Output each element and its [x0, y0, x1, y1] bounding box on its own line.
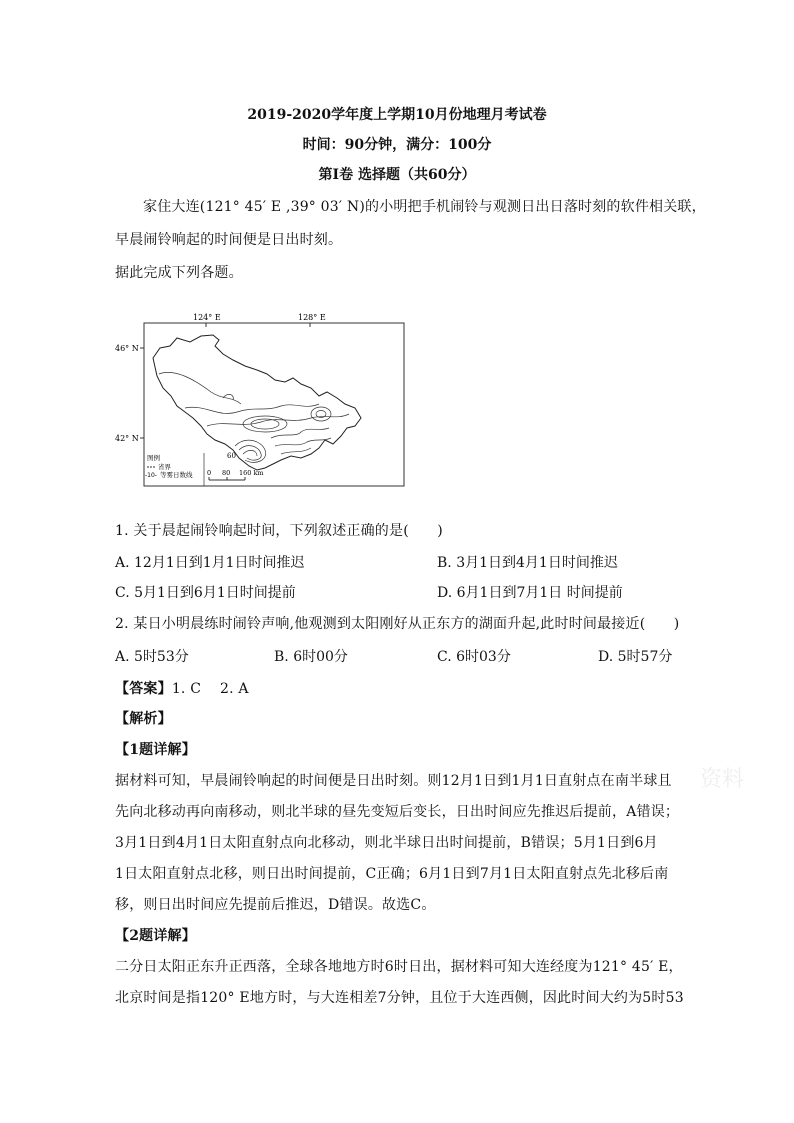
analysis-label: 【解析】: [115, 711, 172, 727]
detail-1-line-1: 据材料可知，早晨闹铃响起的时间便是日出时刻。则12月1日到1月1日直射点在南半球且: [115, 773, 672, 789]
legend-item-province: 省界: [158, 463, 171, 471]
section-title: 第Ⅰ卷 选择题（共60分）: [318, 167, 476, 183]
legend-item-fog-line: 等雾日数线: [160, 471, 193, 479]
lat-label-42: 42° N: [115, 434, 139, 443]
question-2-stem: 2. 某日小明晨练时闹铃声响,他观测到太阳刚好从正东方的湖面升起,此时时间最接近( ): [115, 616, 680, 632]
question-2-option-a[interactable]: A. 5时53分: [115, 649, 189, 665]
question-1-stem: 1. 关于晨起闹铃响起时间，下列叙述正确的是( ): [115, 523, 443, 539]
contour-value-label: 60: [227, 452, 236, 460]
question-2-option-b[interactable]: B. 6时00分: [274, 649, 348, 665]
detail-1-label: 【1题详解】: [115, 742, 196, 758]
lat-label-46: 46° N: [115, 344, 139, 353]
lon-label-124: 124° E: [193, 313, 221, 322]
detail-1-line-4: 1日太阳直射点北移，则日出时间提前，C正确；6月1日到7月1日太阳直射点先北移后南: [115, 866, 669, 882]
legend-title: 图例: [147, 454, 160, 462]
detail-1-line-3: 3月1日到4月1日太阳直射点向北移动，则北半球日出时间提前，B错误；5月1日到6月: [115, 835, 658, 851]
lon-label-128: 128° E: [298, 313, 326, 322]
detail-2-label: 【2题详解】: [115, 928, 196, 944]
question-2-option-d[interactable]: D. 5时57分: [598, 649, 673, 665]
answer-line: [115, 678, 249, 698]
scale-label-0: 0: [207, 469, 212, 477]
scale-label-160: 160 km: [239, 469, 264, 477]
scale-label-80: 80: [222, 469, 231, 477]
detail-2-line-2: 北京时间是指120° E地方时，与大连相差7分钟，且位于大连西侧，因此时间大约为5时53: [115, 990, 684, 1006]
fog-days-map: [115, 308, 415, 490]
intro-line-2: 早晨闹铃响起的时间便是日出时刻。: [115, 232, 343, 248]
detail-2-line-1: 二分日太阳正东升正西落，全球各地地方时6时日出，据材料可知大连经度为121° 45′ E，: [115, 959, 683, 975]
question-1-option-a[interactable]: A. 12月1日到1月1日时间推迟: [115, 555, 305, 571]
question-1-option-c[interactable]: C. 5月1日到6月1日时间提前: [115, 585, 296, 601]
question-2-option-c[interactable]: C. 6时03分: [437, 649, 511, 665]
detail-1-line-5: 移，则日出时间应先提前后推迟，D错误。故选C。: [115, 897, 436, 913]
watermark: 资料: [700, 767, 745, 792]
legend-contour-value: -10-: [145, 472, 157, 479]
question-1-option-d[interactable]: D. 6月1日到7月1日 时间提前: [437, 585, 623, 601]
intro-line-1: 家住大连(121° 45′ E ,39° 03′ N)的小明把手机闹铃与观测日出日落时刻的软件相关联，: [143, 199, 706, 215]
answer-text: 1. C 2. A: [171, 681, 249, 697]
exam-title: 2019-2020学年度上学期10月份地理月考试卷: [247, 107, 547, 123]
exam-time-score: 时间：90分钟，满分：100分: [302, 137, 492, 153]
question-1-option-b[interactable]: B. 3月1日到4月1日时间推迟: [437, 555, 618, 571]
detail-1-line-2: 先向北移动再向南移动，则北半球的昼先变短后变长，日出时间应先推迟后提前，A错误；: [115, 804, 680, 820]
answer-label: 【答案】: [115, 681, 172, 697]
intro-line-3: 据此完成下列各题。: [115, 265, 243, 281]
